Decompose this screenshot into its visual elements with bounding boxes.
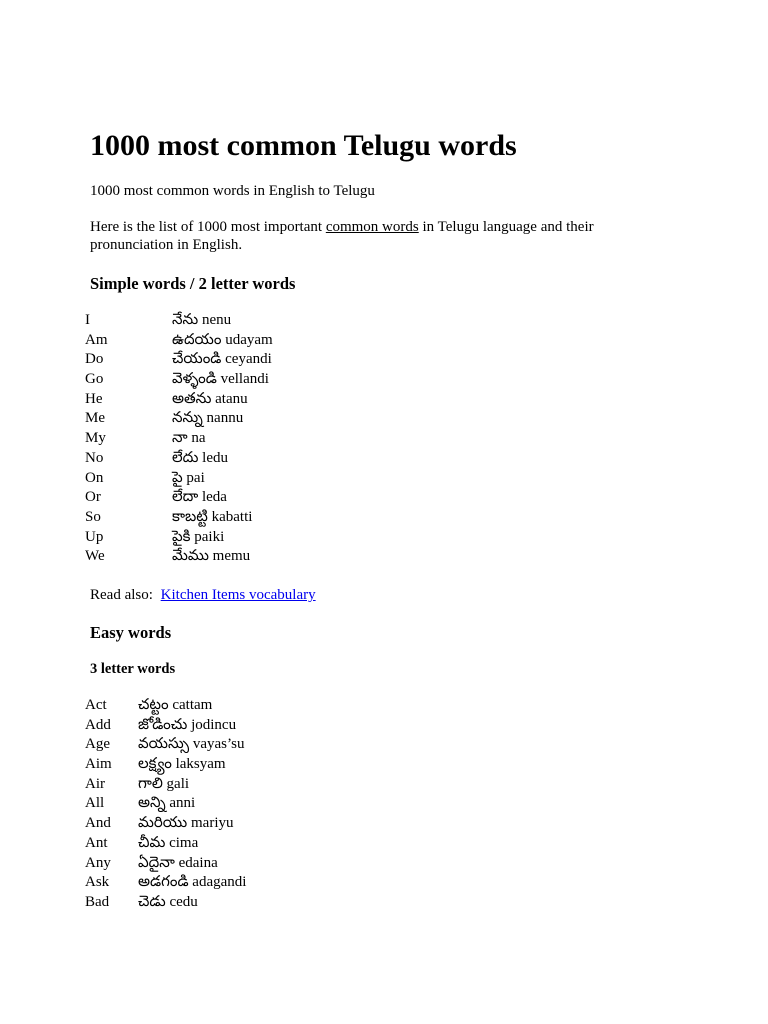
telugu-translation: మేము memu: [172, 548, 251, 565]
word-row: [85, 311, 273, 331]
english-word: Do: [85, 351, 104, 368]
english-word: He: [85, 390, 103, 407]
english-word: So: [85, 508, 101, 525]
telugu-translation: పై pai: [172, 469, 205, 486]
english-word: And: [85, 815, 111, 832]
telugu-translation: వయస్సు vayas’su: [138, 736, 245, 753]
word-row: [85, 735, 246, 755]
telugu-translation: చేయండి ceyandi: [172, 351, 272, 368]
telugu-translation: జోడించు jodincu: [138, 716, 237, 733]
telugu-translation: అడగండి adagandi: [138, 874, 247, 891]
english-word: Me: [85, 410, 105, 427]
word-row: [85, 775, 246, 795]
page-subtitle: 1000 most common words in English to Telugu: [90, 183, 375, 199]
word-row: [85, 716, 246, 736]
word-row: [85, 449, 273, 469]
word-row: [85, 469, 273, 489]
english-word: Add: [85, 716, 111, 733]
telugu-translation: ఉదయం udayam: [172, 331, 273, 348]
english-word: Am: [85, 331, 108, 348]
english-word: Go: [85, 371, 104, 388]
word-row: [85, 409, 273, 429]
three-letter-words-list: [85, 696, 246, 913]
telugu-translation: నన్ను nannu: [172, 410, 244, 427]
english-word: Age: [85, 736, 110, 753]
word-row: [85, 370, 273, 390]
telugu-translation: లక్ష్యం laksyam: [138, 756, 226, 773]
english-word: Act: [85, 697, 107, 713]
page-title: 1000 most common Telugu words: [90, 129, 517, 162]
intro-text-before: Here is the list of 1000 most important: [90, 219, 326, 235]
read-also-label: Read also:: [90, 587, 153, 603]
telugu-translation: అన్ని anni: [138, 795, 196, 812]
english-word: Or: [85, 489, 101, 506]
english-word: My: [85, 430, 106, 447]
telugu-translation: వెళ్ళండి vellandi: [172, 371, 269, 388]
english-word: All: [85, 795, 105, 812]
english-word: Aim: [85, 756, 112, 773]
word-row: [85, 528, 273, 548]
simple-words-list: [85, 311, 273, 567]
telugu-translation: పైకి paiki: [172, 528, 225, 545]
three-letter-words-heading: 3 letter words: [90, 661, 176, 677]
word-row: [85, 873, 246, 893]
kitchen-items-vocabulary-link[interactable]: Kitchen Items vocabulary: [160, 587, 316, 603]
english-word: No: [85, 449, 104, 466]
telugu-translation: లేదు ledu: [172, 449, 228, 466]
word-row: [85, 696, 246, 716]
english-word: I: [85, 312, 90, 328]
telugu-translation: నా na: [172, 430, 206, 447]
english-word: Bad: [85, 893, 110, 910]
telugu-translation: చీమ cima: [138, 834, 199, 851]
common-words-link[interactable]: common words: [325, 219, 419, 235]
word-row: [85, 854, 246, 874]
word-row: [85, 488, 273, 508]
telugu-translation: లేదా leda: [172, 489, 227, 506]
intro-paragraph: [90, 219, 630, 254]
telugu-translation: కాబట్టి kabatti: [172, 508, 253, 525]
word-row: [85, 893, 246, 913]
telugu-translation: గాలి gali: [138, 775, 190, 792]
word-row: [85, 331, 273, 351]
telugu-translation: అతను atanu: [172, 390, 248, 407]
word-row: [85, 814, 246, 834]
word-row: [85, 755, 246, 775]
easy-words-heading: Easy words: [90, 623, 172, 642]
telugu-translation: మరియు mariyu: [138, 815, 234, 832]
word-row: [85, 508, 273, 528]
word-row: [85, 390, 273, 410]
word-row: [85, 547, 273, 567]
english-word: We: [85, 548, 105, 565]
english-word: Any: [85, 854, 111, 871]
telugu-translation: చెడు cedu: [138, 893, 198, 910]
telugu-translation: నేను nenu: [172, 312, 232, 328]
intro-text-after: in Telugu language and their pronunciation in English.: [90, 219, 594, 253]
english-word: Ant: [85, 834, 108, 851]
simple-words-heading: Simple words / 2 letter words: [90, 274, 296, 293]
telugu-translation: చట్టం cattam: [138, 697, 213, 713]
read-also-line: [90, 586, 316, 604]
word-row: [85, 429, 273, 449]
english-word: Ask: [85, 874, 110, 891]
word-row: [85, 834, 246, 854]
telugu-translation: ఏదైనా edaina: [138, 854, 218, 871]
english-word: Air: [85, 775, 105, 792]
english-word: On: [85, 469, 104, 486]
word-row: [85, 350, 273, 370]
english-word: Up: [85, 528, 104, 545]
word-row: [85, 794, 246, 814]
